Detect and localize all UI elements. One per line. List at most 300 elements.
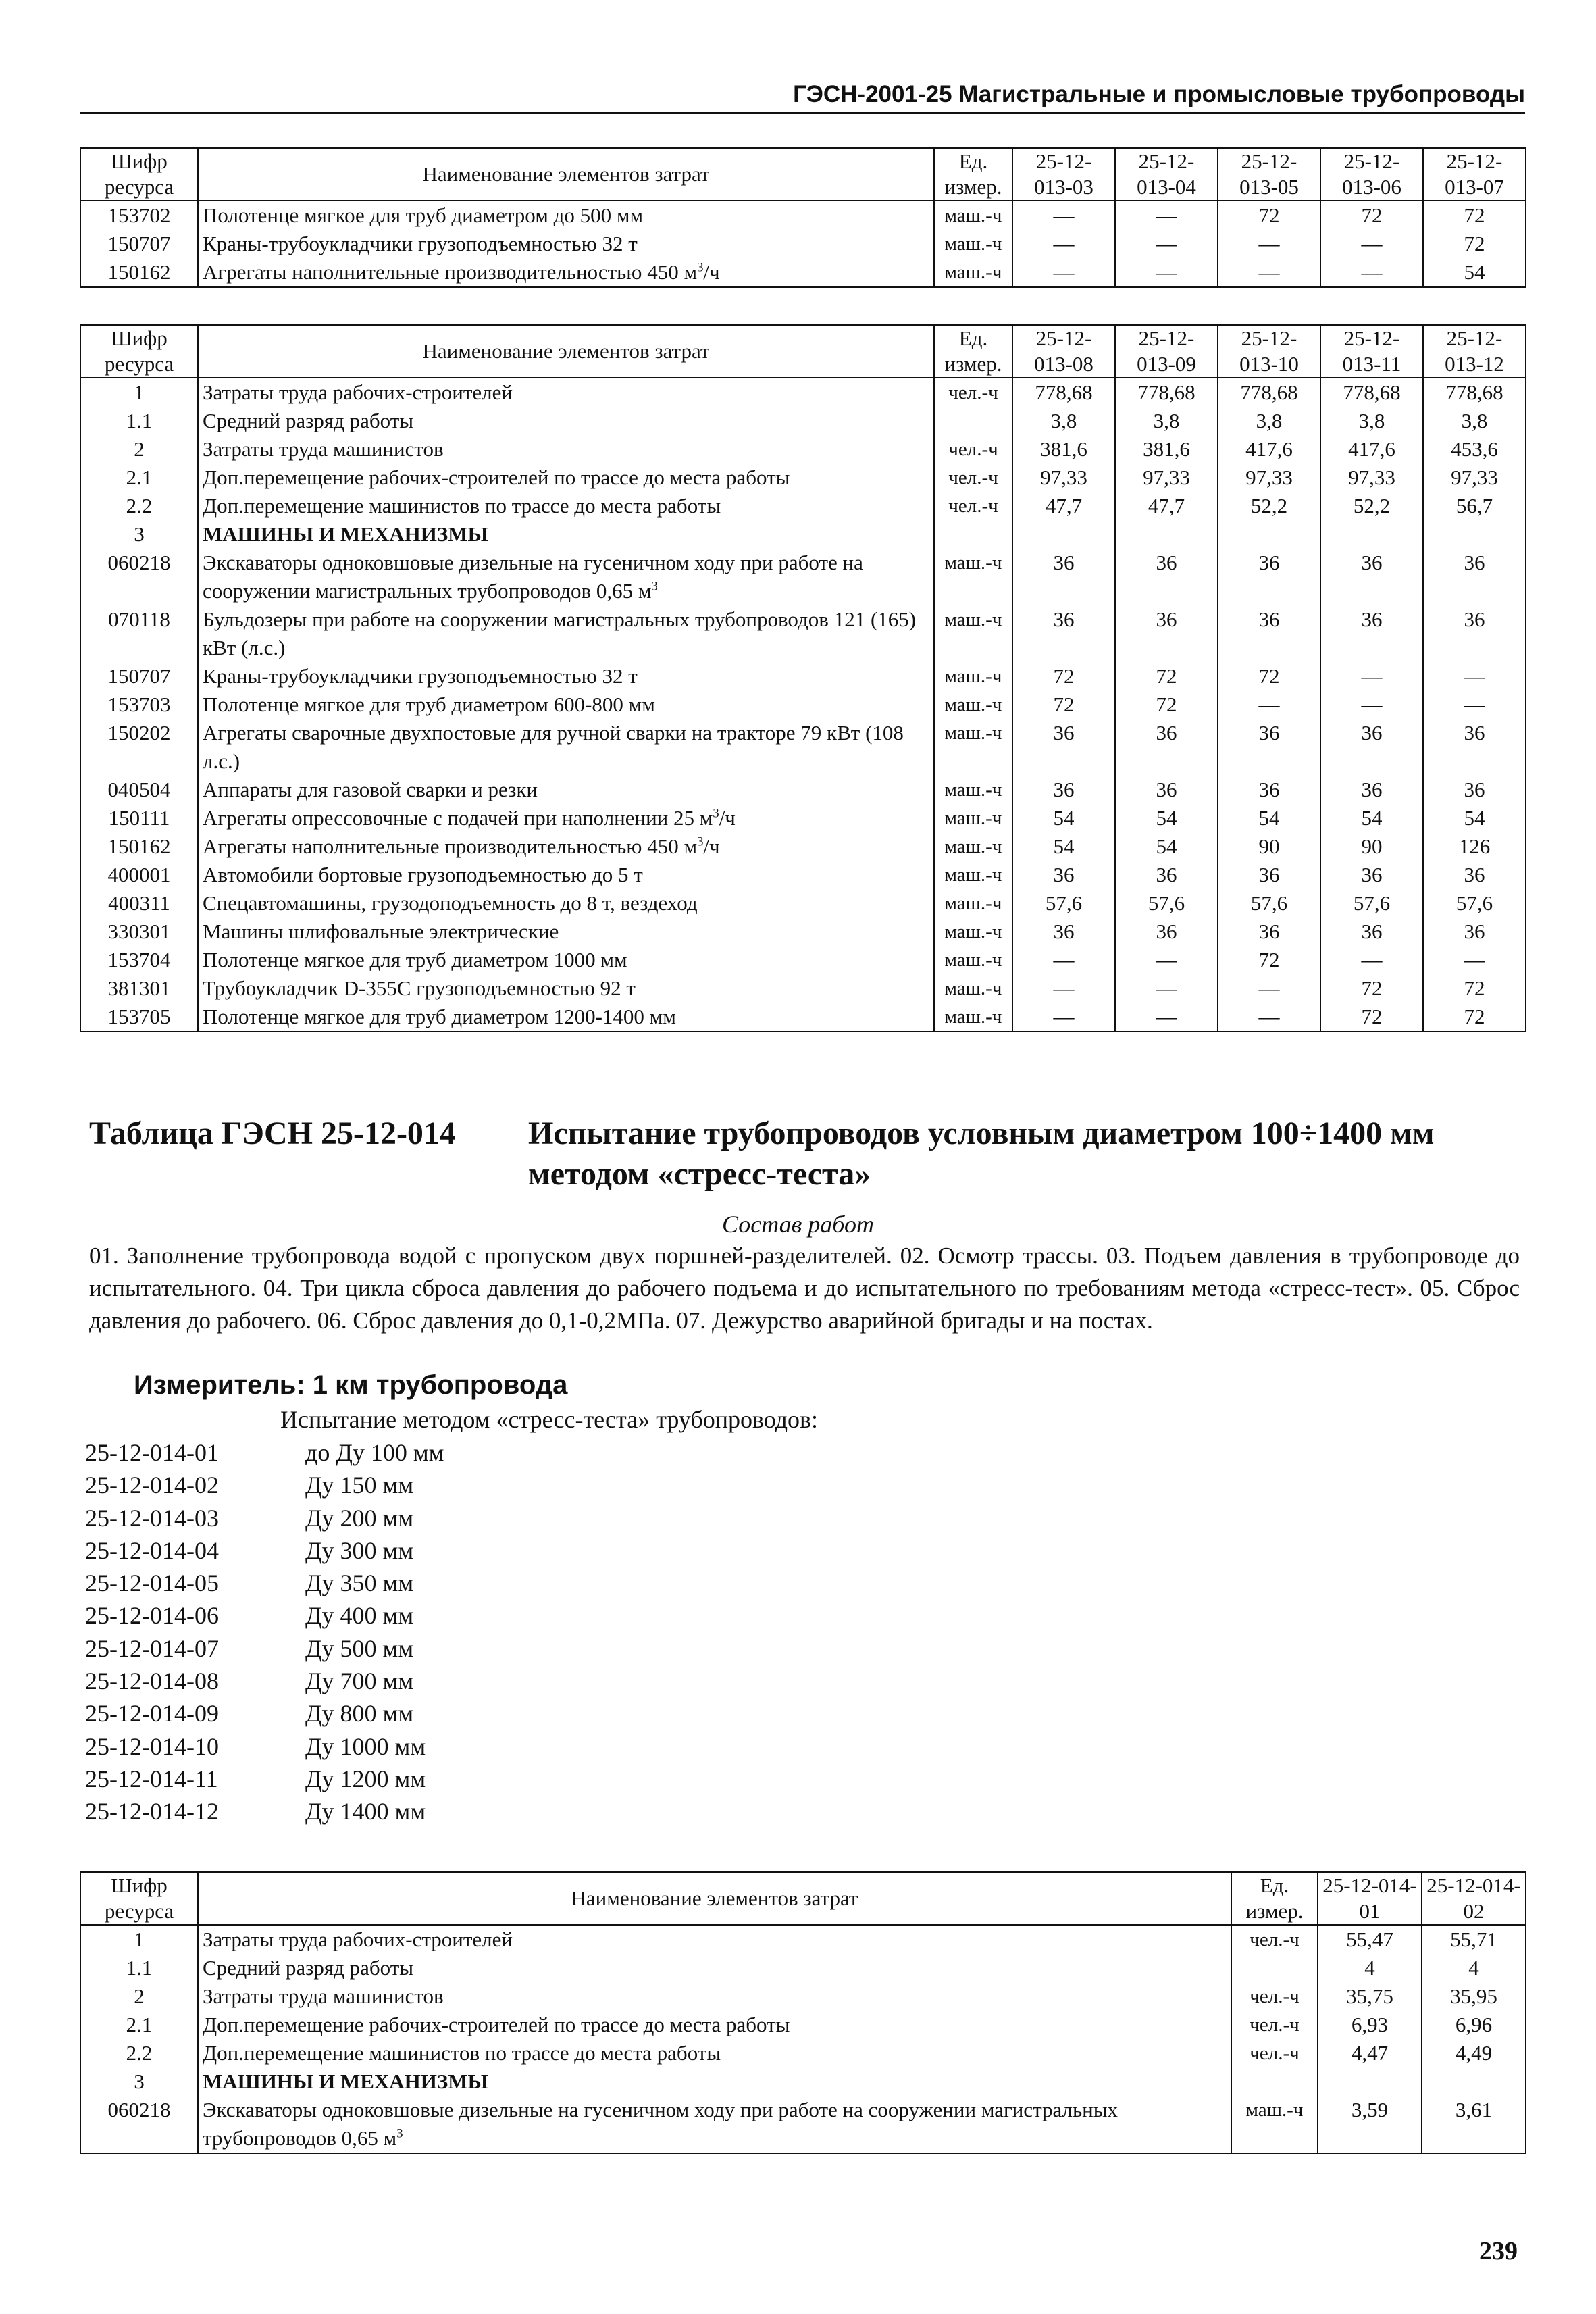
resource-value: 4 bbox=[1422, 1954, 1526, 1982]
resource-unit: маш.-ч bbox=[934, 776, 1012, 804]
resource-value: 4,47 bbox=[1318, 2039, 1422, 2067]
col-header-unit: Ед. измер. bbox=[934, 148, 1012, 201]
resource-value: 47,7 bbox=[1012, 492, 1115, 520]
resource-value: 36 bbox=[1423, 719, 1526, 776]
resource-name: Полотенце мягкое для труб диаметром 1000 мм bbox=[198, 946, 934, 974]
resource-value: 55,71 bbox=[1422, 1925, 1526, 1954]
table-row bbox=[80, 2011, 1526, 2039]
norm-code: 25-12-014-04 bbox=[85, 1536, 219, 1564]
resource-value: 36 bbox=[1423, 549, 1526, 605]
resource-value: 417,6 bbox=[1320, 435, 1423, 463]
resource-table-013-b bbox=[80, 324, 1526, 1032]
col-header-code: Шифр ресурса bbox=[80, 1872, 198, 1925]
resource-code: 150111 bbox=[80, 804, 198, 832]
resource-value: 778,68 bbox=[1115, 378, 1218, 407]
resource-name: Агрегаты наполнительные производительностью 450 $м^3/ч$ bbox=[198, 832, 934, 861]
resource-value: 57,6 bbox=[1423, 889, 1526, 917]
norm-code: 25-12-014-02 bbox=[85, 1472, 219, 1499]
resource-name: Автомобили бортовые грузоподъемностью до 5 т bbox=[198, 861, 934, 889]
resource-value: 36 bbox=[1218, 917, 1320, 946]
resource-value: 36 bbox=[1012, 605, 1115, 662]
resource-value: 453,6 bbox=[1423, 435, 1526, 463]
resource-unit: чел.-ч bbox=[934, 435, 1012, 463]
resource-name: Средний разряд работы bbox=[198, 407, 934, 435]
resource-table-013-a bbox=[80, 147, 1526, 288]
resource-unit: чел.-ч bbox=[1231, 2011, 1318, 2039]
resource-unit: чел.-ч bbox=[1231, 1925, 1318, 1954]
resource-unit: маш.-ч bbox=[934, 946, 1012, 974]
resource-code: 1 bbox=[80, 378, 198, 407]
resource-unit: маш.-ч bbox=[934, 974, 1012, 1003]
norm-label: Ду 800 мм bbox=[305, 1700, 414, 1728]
resource-name: Экскаваторы одноковшовые дизельные на гусеничном ходу при работе на сооружении магистральных трубопроводов 0,65 $м^3$ bbox=[198, 549, 934, 605]
table-row bbox=[80, 463, 1526, 492]
resource-unit: чел.-ч bbox=[1231, 2039, 1318, 2067]
resource-code: 381301 bbox=[80, 974, 198, 1003]
table-row bbox=[80, 549, 1526, 605]
resource-value: 6,96 bbox=[1422, 2011, 1526, 2039]
table-row bbox=[80, 1954, 1526, 1982]
resource-value: 36 bbox=[1423, 861, 1526, 889]
table-row bbox=[80, 1925, 1526, 1954]
resource-name: Полотенце мягкое для труб диаметром до 500 мм bbox=[198, 201, 934, 230]
col-header-name: Наименование элементов затрат bbox=[198, 1872, 1231, 1925]
resource-value: — bbox=[1012, 946, 1115, 974]
resource-value: 36 bbox=[1320, 861, 1423, 889]
resource-value: 57,6 bbox=[1320, 889, 1423, 917]
resource-value: 90 bbox=[1320, 832, 1423, 861]
resource-value: 72 bbox=[1115, 690, 1218, 719]
resource-value: 3,59 bbox=[1318, 2096, 1422, 2153]
resource-value: 47,7 bbox=[1115, 492, 1218, 520]
norm-label: Ду 350 мм bbox=[305, 1569, 414, 1597]
resource-value: 35,95 bbox=[1422, 1982, 1526, 2011]
resource-value: — bbox=[1320, 662, 1423, 690]
resource-value: 4,49 bbox=[1422, 2039, 1526, 2067]
resource-value: 3,8 bbox=[1320, 407, 1423, 435]
resource-name: Спецавтомашины, грузодоподъемность до 8 т, вездеход bbox=[198, 889, 934, 917]
resource-value: 57,6 bbox=[1012, 889, 1115, 917]
resource-name: Агрегаты наполнительные производительностью 450 $м^3/ч$ bbox=[198, 258, 934, 287]
resource-unit: маш.-ч bbox=[934, 230, 1012, 258]
resource-unit: чел.-ч bbox=[934, 378, 1012, 407]
resource-value bbox=[1318, 2067, 1422, 2096]
table-row bbox=[80, 2067, 1526, 2096]
resource-value: 36 bbox=[1115, 776, 1218, 804]
resource-value: — bbox=[1012, 974, 1115, 1003]
resource-name: Затраты труда рабочих-строителей bbox=[198, 378, 934, 407]
table-row bbox=[80, 917, 1526, 946]
resource-value: 72 bbox=[1218, 201, 1320, 230]
col-header-unit: Ед. измер. bbox=[1231, 1872, 1318, 1925]
table-row bbox=[80, 719, 1526, 776]
resource-name: Бульдозеры при работе на сооружении магистральных трубопроводов 121 (165) кВт (л.с.) bbox=[198, 605, 934, 662]
col-header-norm: 25-12-014-01 bbox=[1318, 1872, 1422, 1925]
resource-value: 52,2 bbox=[1218, 492, 1320, 520]
col-header-norm: 25-12-013-08 bbox=[1012, 325, 1115, 378]
table-row bbox=[80, 776, 1526, 804]
resource-unit: маш.-ч bbox=[934, 861, 1012, 889]
resource-code: 150162 bbox=[80, 258, 198, 287]
resource-code: 2.2 bbox=[80, 492, 198, 520]
table-row bbox=[80, 889, 1526, 917]
resource-value: — bbox=[1012, 230, 1115, 258]
resource-unit: маш.-ч bbox=[934, 804, 1012, 832]
resource-name: Доп.перемещение рабочих-строителей по трассе до места работы bbox=[198, 463, 934, 492]
resource-code: 150707 bbox=[80, 662, 198, 690]
resource-name: Агрегаты опрессовочные с подачей при наполнении 25 $м^3/ч$ bbox=[198, 804, 934, 832]
resource-value: 36 bbox=[1012, 861, 1115, 889]
resource-value: 36 bbox=[1012, 917, 1115, 946]
resource-value: 54 bbox=[1012, 832, 1115, 861]
resource-value: 381,6 bbox=[1115, 435, 1218, 463]
resource-value: — bbox=[1115, 201, 1218, 230]
resource-unit: маш.-ч bbox=[934, 832, 1012, 861]
resource-name: Средний разряд работы bbox=[198, 1954, 1231, 1982]
resource-value: 36 bbox=[1218, 605, 1320, 662]
table-row bbox=[80, 201, 1526, 230]
resource-unit: маш.-ч bbox=[934, 719, 1012, 776]
resource-value: 36 bbox=[1423, 776, 1526, 804]
resource-code: 2 bbox=[80, 435, 198, 463]
resource-value: — bbox=[1115, 258, 1218, 287]
resource-name: Краны-трубоукладчики грузоподъемностью 32 т bbox=[198, 662, 934, 690]
resource-value: 36 bbox=[1423, 917, 1526, 946]
resource-value: 72 bbox=[1320, 1003, 1423, 1032]
resource-value: 54 bbox=[1320, 804, 1423, 832]
resource-value: 6,93 bbox=[1318, 2011, 1422, 2039]
work-composition-text: 01. Заполнение трубопровода водой с пропуском двух поршней-разделителей. 02. Осмотр трассы. 03. Подъем давления в трубопроводе до испытательного. 04. Три цикла сброса давления до рабочего подъема и до испытательного по требованиям метода «стресс-тест». 05. Сброс давления до рабочего. 06. Сброс давления до 0,1-0,2МПа. 07. Дежурство аварийной бригады и на постах. bbox=[89, 1242, 1520, 1334]
resource-value: 54 bbox=[1423, 804, 1526, 832]
col-header-norm: 25-12-013-03 bbox=[1012, 148, 1115, 201]
resource-value: 36 bbox=[1320, 605, 1423, 662]
resource-unit: маш.-ч bbox=[934, 662, 1012, 690]
resource-name: МАШИНЫ И МЕХАНИЗМЫ bbox=[198, 520, 934, 549]
resource-name: Затраты труда машинистов bbox=[198, 1982, 1231, 2011]
resource-unit bbox=[1231, 1954, 1318, 1982]
resource-unit: маш.-ч bbox=[934, 201, 1012, 230]
resource-value: 36 bbox=[1115, 719, 1218, 776]
resource-value: 97,33 bbox=[1115, 463, 1218, 492]
resource-code: 3 bbox=[80, 520, 198, 549]
resource-unit: маш.-ч bbox=[934, 605, 1012, 662]
resource-value: 36 bbox=[1218, 776, 1320, 804]
resource-unit: маш.-ч bbox=[1231, 2096, 1318, 2153]
table-row bbox=[80, 2096, 1526, 2153]
resource-code: 150707 bbox=[80, 230, 198, 258]
resource-value: 57,6 bbox=[1115, 889, 1218, 917]
resource-value: — bbox=[1115, 946, 1218, 974]
col-header-unit: Ед. измер. bbox=[934, 325, 1012, 378]
page-number: 239 bbox=[1479, 2237, 1518, 2265]
resource-name: Доп.перемещение машинистов по трассе до места работы bbox=[198, 2039, 1231, 2067]
table-row bbox=[80, 946, 1526, 974]
table-row bbox=[80, 230, 1526, 258]
table-row bbox=[80, 662, 1526, 690]
resource-code: 400001 bbox=[80, 861, 198, 889]
norm-code: 25-12-014-05 bbox=[85, 1569, 219, 1597]
resource-code: 040504 bbox=[80, 776, 198, 804]
col-header-norm: 25-12-014-02 bbox=[1422, 1872, 1526, 1925]
table-row bbox=[80, 690, 1526, 719]
resource-code: 330301 bbox=[80, 917, 198, 946]
table-row bbox=[80, 407, 1526, 435]
col-header-name: Наименование элементов затрат bbox=[198, 325, 934, 378]
resource-unit: маш.-ч bbox=[934, 889, 1012, 917]
resource-name: МАШИНЫ И МЕХАНИЗМЫ bbox=[198, 2067, 1231, 2096]
col-header-name: Наименование элементов затрат bbox=[198, 148, 934, 201]
resource-code: 2.1 bbox=[80, 2011, 198, 2039]
resource-value bbox=[1320, 520, 1423, 549]
resource-value: 72 bbox=[1423, 201, 1526, 230]
norm-label: Ду 1000 мм bbox=[305, 1732, 426, 1760]
resource-value: 36 bbox=[1012, 549, 1115, 605]
norm-code: 25-12-014-09 bbox=[85, 1700, 219, 1728]
col-header-code: Шифр ресурса bbox=[80, 325, 198, 378]
resource-unit: чел.-ч bbox=[1231, 1982, 1318, 2011]
resource-value bbox=[1012, 520, 1115, 549]
resource-value: 54 bbox=[1423, 258, 1526, 287]
resource-value: — bbox=[1320, 946, 1423, 974]
resource-code: 1.1 bbox=[80, 1954, 198, 1982]
resource-unit: чел.-ч bbox=[934, 463, 1012, 492]
resource-value: 72 bbox=[1218, 946, 1320, 974]
resource-value: 778,68 bbox=[1423, 378, 1526, 407]
resource-unit: маш.-ч bbox=[934, 258, 1012, 287]
resource-value: 36 bbox=[1115, 605, 1218, 662]
resource-value: 72 bbox=[1115, 662, 1218, 690]
resource-name: Краны-трубоукладчики грузоподъемностью 32 т bbox=[198, 230, 934, 258]
table-row bbox=[80, 435, 1526, 463]
resource-unit: маш.-ч bbox=[934, 1003, 1012, 1032]
resource-value: — bbox=[1012, 1003, 1115, 1032]
resource-value: — bbox=[1115, 1003, 1218, 1032]
col-header-code: Шифр ресурса bbox=[80, 148, 198, 201]
resource-value: 778,68 bbox=[1320, 378, 1423, 407]
resource-unit: чел.-ч bbox=[934, 492, 1012, 520]
resource-code: 153702 bbox=[80, 201, 198, 230]
resource-name: Машины шлифовальные электрические bbox=[198, 917, 934, 946]
resource-unit: маш.-ч bbox=[934, 690, 1012, 719]
resource-value: 72 bbox=[1218, 662, 1320, 690]
resource-name: Затраты труда машинистов bbox=[198, 435, 934, 463]
resource-value: 36 bbox=[1320, 917, 1423, 946]
resource-table-014 bbox=[80, 1871, 1526, 2154]
resource-code: 060218 bbox=[80, 2096, 198, 2153]
resource-name: Экскаваторы одноковшовые дизельные на гусеничном ходу при работе на сооружении магистральных трубопроводов 0,65 $м^3$ bbox=[198, 2096, 1231, 2153]
resource-value: 54 bbox=[1218, 804, 1320, 832]
resource-value: 35,75 bbox=[1318, 1982, 1422, 2011]
col-header-norm: 25-12-013-07 bbox=[1423, 148, 1526, 201]
resource-value: — bbox=[1320, 690, 1423, 719]
table-label: Таблица ГЭСН 25-12-014 bbox=[89, 1115, 456, 1151]
table-row bbox=[80, 1982, 1526, 2011]
resource-code: 153703 bbox=[80, 690, 198, 719]
resource-value: 36 bbox=[1115, 861, 1218, 889]
resource-value: 778,68 bbox=[1012, 378, 1115, 407]
resource-unit: маш.-ч bbox=[934, 917, 1012, 946]
col-header-norm: 25-12-013-09 bbox=[1115, 325, 1218, 378]
resource-value: 3,8 bbox=[1115, 407, 1218, 435]
resource-value: — bbox=[1012, 258, 1115, 287]
norm-list-header: Испытание методом «стресс-теста» трубопроводов: bbox=[280, 1406, 819, 1433]
norm-code: 25-12-014-08 bbox=[85, 1667, 219, 1695]
resource-value: 72 bbox=[1423, 974, 1526, 1003]
resource-code: 1.1 bbox=[80, 407, 198, 435]
resource-name: Агрегаты сварочные двухпостовые для ручной сварки на тракторе 79 кВт (108 л.с.) bbox=[198, 719, 934, 776]
resource-name: Трубоукладчик D-355С грузоподъемностью 92 т bbox=[198, 974, 934, 1003]
resource-value: 3,8 bbox=[1218, 407, 1320, 435]
resource-code: 150162 bbox=[80, 832, 198, 861]
resource-name: Полотенце мягкое для труб диаметром 600-800 мм bbox=[198, 690, 934, 719]
table-row bbox=[80, 605, 1526, 662]
norm-label: Ду 400 мм bbox=[305, 1602, 414, 1630]
resource-value: 54 bbox=[1115, 804, 1218, 832]
resource-value bbox=[1115, 520, 1218, 549]
col-header-norm: 25-12-013-05 bbox=[1218, 148, 1320, 201]
resource-code: 3 bbox=[80, 2067, 198, 2096]
resource-value: 72 bbox=[1320, 201, 1423, 230]
table-row bbox=[80, 1003, 1526, 1032]
resource-value: 72 bbox=[1320, 974, 1423, 1003]
table-row bbox=[80, 804, 1526, 832]
resource-value: 36 bbox=[1218, 719, 1320, 776]
resource-value: 54 bbox=[1115, 832, 1218, 861]
norm-code: 25-12-014-10 bbox=[85, 1732, 219, 1760]
resource-value: — bbox=[1218, 258, 1320, 287]
resource-value: — bbox=[1218, 690, 1320, 719]
resource-code: 153705 bbox=[80, 1003, 198, 1032]
resource-value: 97,33 bbox=[1320, 463, 1423, 492]
resource-value: 778,68 bbox=[1218, 378, 1320, 407]
table-row bbox=[80, 832, 1526, 861]
resource-value bbox=[1422, 2067, 1526, 2096]
resource-value: 36 bbox=[1218, 549, 1320, 605]
resource-value: 4 bbox=[1318, 1954, 1422, 1982]
col-header-norm: 25-12-013-04 bbox=[1115, 148, 1218, 201]
resource-value: — bbox=[1115, 230, 1218, 258]
resource-value: 417,6 bbox=[1218, 435, 1320, 463]
resource-unit bbox=[934, 407, 1012, 435]
resource-value: 36 bbox=[1115, 549, 1218, 605]
norm-code: 25-12-014-06 bbox=[85, 1602, 219, 1630]
resource-value: — bbox=[1115, 974, 1218, 1003]
resource-value: 55,47 bbox=[1318, 1925, 1422, 1954]
resource-value: 57,6 bbox=[1218, 889, 1320, 917]
resource-name: Доп.перемещение рабочих-строителей по трассе до места работы bbox=[198, 2011, 1231, 2039]
resource-value: — bbox=[1320, 230, 1423, 258]
resource-value: 97,33 bbox=[1218, 463, 1320, 492]
resource-code: 1 bbox=[80, 1925, 198, 1954]
table-row bbox=[80, 2039, 1526, 2067]
resource-value: 3,61 bbox=[1422, 2096, 1526, 2153]
resource-value: 72 bbox=[1423, 230, 1526, 258]
resource-code: 2 bbox=[80, 1982, 198, 2011]
resource-value: 126 bbox=[1423, 832, 1526, 861]
resource-value: 56,7 bbox=[1423, 492, 1526, 520]
norm-label: Ду 150 мм bbox=[305, 1472, 414, 1499]
resource-code: 060218 bbox=[80, 549, 198, 605]
resource-value: 36 bbox=[1012, 719, 1115, 776]
table-row bbox=[80, 258, 1526, 287]
resource-code: 153704 bbox=[80, 946, 198, 974]
resource-code: 2.1 bbox=[80, 463, 198, 492]
resource-unit: маш.-ч bbox=[934, 549, 1012, 605]
resource-code: 070118 bbox=[80, 605, 198, 662]
col-header-norm: 25-12-013-10 bbox=[1218, 325, 1320, 378]
resource-value: 3,8 bbox=[1423, 407, 1526, 435]
resource-value: 36 bbox=[1012, 776, 1115, 804]
resource-value: 72 bbox=[1423, 1003, 1526, 1032]
resource-value: 97,33 bbox=[1423, 463, 1526, 492]
col-header-norm: 25-12-013-11 bbox=[1320, 325, 1423, 378]
resource-value: 72 bbox=[1012, 690, 1115, 719]
resource-name: Аппараты для газовой сварки и резки bbox=[198, 776, 934, 804]
resource-value: 3,8 bbox=[1012, 407, 1115, 435]
norm-code: 25-12-014-11 bbox=[85, 1765, 218, 1792]
resource-value: 36 bbox=[1115, 917, 1218, 946]
resource-value: 97,33 bbox=[1012, 463, 1115, 492]
running-header: ГЭСН-2001-25 Магистральные и промысловые трубопроводы bbox=[80, 80, 1525, 114]
table-row bbox=[80, 974, 1526, 1003]
resource-value bbox=[1218, 520, 1320, 549]
resource-value bbox=[1423, 520, 1526, 549]
norm-label: Ду 500 мм bbox=[305, 1634, 414, 1662]
resource-name: Доп.перемещение машинистов по трассе до места работы bbox=[198, 492, 934, 520]
norm-label: Ду 1200 мм bbox=[305, 1765, 426, 1792]
resource-value: 381,6 bbox=[1012, 435, 1115, 463]
table-title: Испытание трубопроводов условным диаметром 100÷1400 мм методом «стресс-теста» bbox=[528, 1115, 1435, 1192]
resource-value: — bbox=[1218, 230, 1320, 258]
resource-code: 2.2 bbox=[80, 2039, 198, 2067]
resource-value: — bbox=[1423, 662, 1526, 690]
resource-value: 36 bbox=[1320, 549, 1423, 605]
resource-value: 36 bbox=[1320, 776, 1423, 804]
resource-name: Затраты труда рабочих-строителей bbox=[198, 1925, 1231, 1954]
resource-unit bbox=[934, 520, 1012, 549]
resource-value: 54 bbox=[1012, 804, 1115, 832]
resource-value: 36 bbox=[1320, 719, 1423, 776]
resource-value: 52,2 bbox=[1320, 492, 1423, 520]
resource-value: 36 bbox=[1423, 605, 1526, 662]
norm-code: 25-12-014-03 bbox=[85, 1504, 219, 1532]
table-row bbox=[80, 861, 1526, 889]
col-header-norm: 25-12-013-06 bbox=[1320, 148, 1423, 201]
col-header-norm: 25-12-013-12 bbox=[1423, 325, 1526, 378]
resource-value: — bbox=[1320, 258, 1423, 287]
resource-value: 36 bbox=[1218, 861, 1320, 889]
resource-value: — bbox=[1218, 1003, 1320, 1032]
work-composition-heading: Состав работ bbox=[722, 1211, 874, 1238]
norm-code: 25-12-014-07 bbox=[85, 1634, 219, 1662]
measure-unit: Измеритель: 1 км трубопровода bbox=[134, 1370, 568, 1400]
resource-unit bbox=[1231, 2067, 1318, 2096]
norm-code: 25-12-014-01 bbox=[85, 1439, 219, 1466]
resource-name: Полотенце мягкое для труб диаметром 1200-1400 мм bbox=[198, 1003, 934, 1032]
norm-code: 25-12-014-12 bbox=[85, 1798, 219, 1826]
norm-label: Ду 1400 мм bbox=[305, 1798, 426, 1826]
norm-label: Ду 700 мм bbox=[305, 1667, 414, 1695]
resource-value: — bbox=[1423, 690, 1526, 719]
norm-label: Ду 300 мм bbox=[305, 1536, 414, 1564]
table-row bbox=[80, 378, 1526, 407]
resource-value: — bbox=[1423, 946, 1526, 974]
resource-value: 90 bbox=[1218, 832, 1320, 861]
resource-value: — bbox=[1218, 974, 1320, 1003]
resource-code: 400311 bbox=[80, 889, 198, 917]
table-row bbox=[80, 520, 1526, 549]
resource-value: 72 bbox=[1012, 662, 1115, 690]
